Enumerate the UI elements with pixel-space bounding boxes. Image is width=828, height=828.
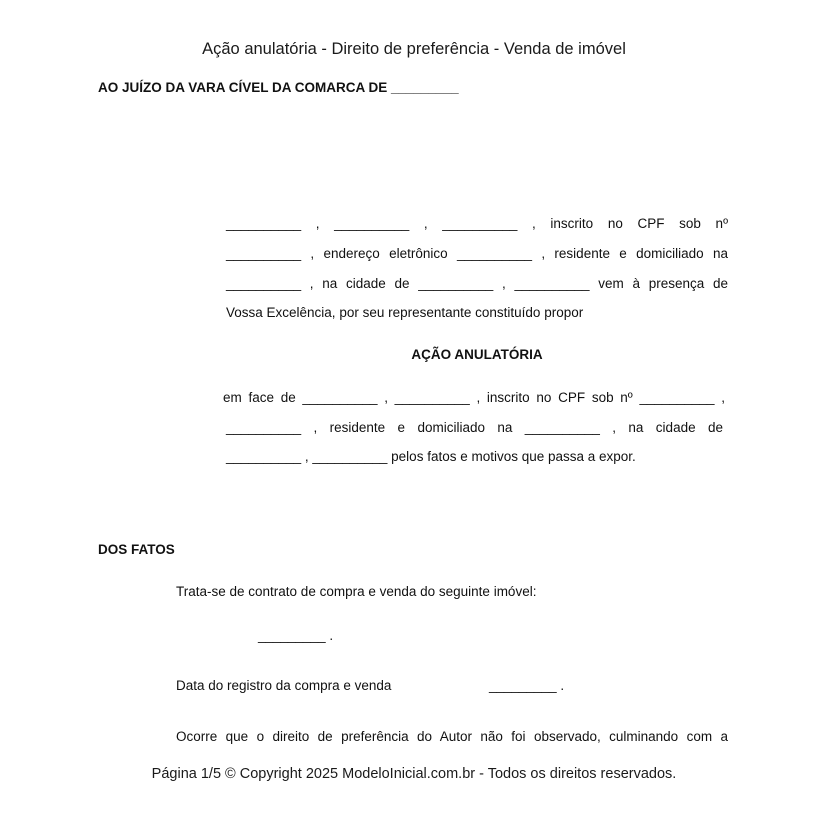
qualification-line-2: __________ , endereço eletrônico __________ , residente e domiciliado na [226, 246, 728, 261]
registration-label: Data do registro da compra e venda [176, 678, 392, 693]
facts-heading: DOS FATOS [98, 542, 175, 557]
defendant-line-1: em face de __________ , __________ , inscrito no CPF sob nº __________ , [223, 390, 725, 405]
property-blank: _________ . [258, 628, 334, 643]
facts-intro: Trata-se de contrato de compra e venda do seguinte imóvel: [176, 584, 537, 599]
court-heading: AO JUÍZO DA VARA CÍVEL DA COMARCA DE _________ [98, 80, 459, 95]
qualification-line-1: __________ , __________ , __________ , inscrito no CPF sob nº [226, 216, 728, 231]
defendant-line-2: __________ , residente e domiciliado na __________ , na cidade de [226, 420, 723, 435]
qualification-line-3: __________ , na cidade de __________ , __________ vem à presença de [226, 276, 728, 291]
registration-blank: _________ . [489, 678, 565, 693]
document-title: Ação anulatória - Direito de preferência - Venda de imóvel [202, 40, 626, 58]
page-footer: Página 1/5 © Copyright 2025 ModeloInicial.com.br - Todos os direitos reservados. [151, 766, 677, 782]
qualification-line-4: Vossa Excelência, por seu representante constituído propor [226, 305, 584, 320]
action-title: AÇÃO ANULATÓRIA [411, 347, 543, 362]
facts-paragraph: Ocorre que o direito de preferência do Autor não foi observado, culminando com a [176, 729, 728, 744]
defendant-line-3: __________ , __________ pelos fatos e motivos que passa a expor. [226, 449, 636, 464]
